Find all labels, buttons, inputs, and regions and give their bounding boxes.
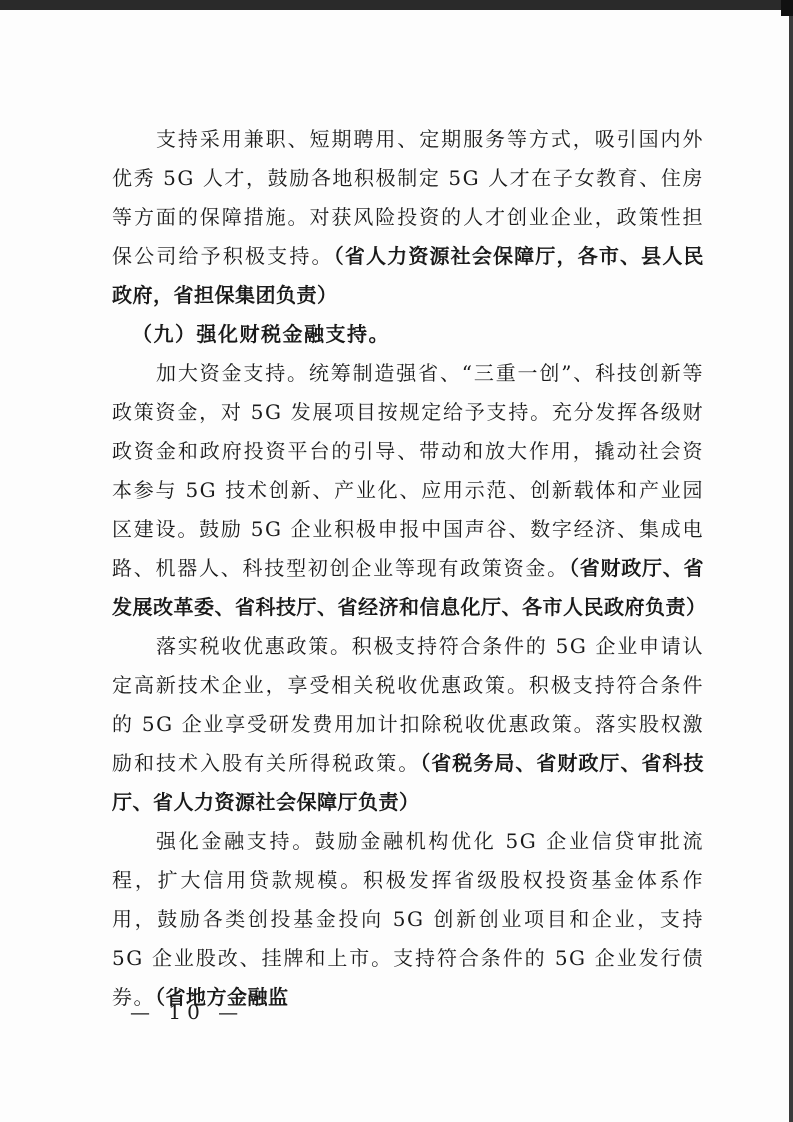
paragraph-talent-support	[112, 120, 704, 315]
paragraph-financial-support	[112, 822, 704, 1017]
scan-corner-mark	[781, 0, 793, 16]
page-number: — 10 —	[130, 1000, 245, 1024]
paragraph-text: 支持采用兼职、短期聘用、定期服务等方式，吸引国内外优秀 5G 人才，鼓励各地积极制定 5G 人才在子女教育、住房等方面的保障措施。对获风险投资的人才创业企业，政策性担保公司给予积极支持。	[112, 127, 704, 268]
responsible-parties: （省地方金融监	[155, 985, 289, 1009]
responsible-parties: （省人力资源社会保障厅，各市、县人民政府，省担保集团负责）	[112, 244, 705, 307]
responsible-parties: （省税务局、省财政厅、省科技厅、省人力资源社会保障厅负责）	[112, 751, 705, 814]
scan-edge-top	[0, 0, 793, 10]
paragraph-text: 落实税收优惠政策。积极支持符合条件的 5G 企业申请认定高新技术企业，享受相关税收优惠政策。积极支持符合条件的 5G 企业享受研发费用加计扣除税收优惠政策。落实股权激励和技术入股有关所得税政策。	[112, 634, 704, 775]
paragraph-tax-policy	[112, 627, 704, 822]
section-heading: （九）强化财税金融支持。	[132, 322, 390, 346]
paragraph-funding-support	[112, 354, 707, 627]
document-body	[112, 120, 707, 1017]
responsible-parties: （省财政厅、省发展改革委、省科技厅、省经济和信息化厅、各市人民政府负责）	[112, 556, 707, 619]
paragraph-text: 强化金融支持。鼓励金融机构优化 5G 企业信贷审批流程，扩大信用贷款规模。积极发挥省级股权投资基金体系作用，鼓励各类创投基金投向 5G 创新创业项目和企业，支持 5G 企业股改、挂牌和上市。支持符合条件的 5G 企业发行债券。	[112, 829, 704, 1009]
paragraph-text: 加大资金支持。统筹制造强省、“三重一创”、科技创新等政策资金，对 5G 发展项目按规定给予支持。充分发挥各级财政资金和政府投资平台的引导、带动和放大作用，撬动社会资本参与 5G 技术创新、产业化、应用示范、创新载体和产业园区建设。鼓励 5G 企业积极申报中国声谷、数字经济、集成电路、机器人、科技型初创企业等现有政策资金。	[112, 361, 704, 580]
scan-edge-right	[789, 0, 793, 1122]
